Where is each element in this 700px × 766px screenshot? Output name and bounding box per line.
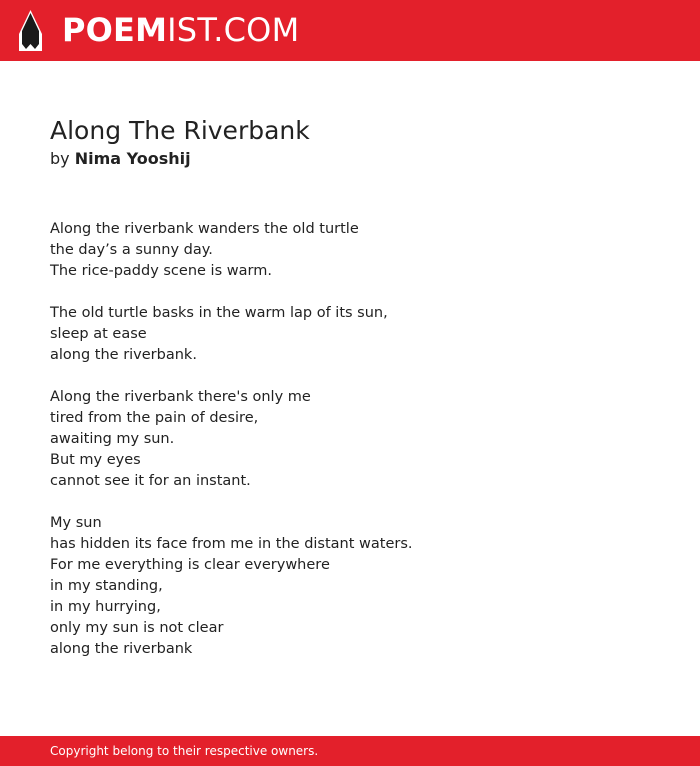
- copyright-notice: Copyright belong to their respective owners.: [50, 744, 319, 758]
- poem-line: along the riverbank: [50, 641, 193, 657]
- site-logo[interactable]: [62, 12, 299, 48]
- stanza: [50, 387, 670, 492]
- poem-line: sleep at ease: [50, 326, 147, 342]
- brand-light: IST.COM: [167, 11, 300, 49]
- poem-line: only my sun is not clear: [50, 620, 224, 636]
- brand-bold: POEM: [62, 11, 168, 49]
- site-header: [0, 0, 700, 61]
- poem-line: For me everything is clear everywhere: [50, 557, 330, 573]
- pencil-icon[interactable]: [18, 10, 43, 51]
- stanza: [50, 219, 670, 282]
- author-name[interactable]: Nima Yooshij: [74, 149, 191, 168]
- poem-line: the day’s a sunny day.: [50, 242, 213, 258]
- stanza: [50, 513, 670, 660]
- poem-line: in my standing,: [50, 578, 163, 594]
- poem-line: But my eyes: [50, 452, 141, 468]
- poem-body: [50, 219, 670, 681]
- poem-title: Along The Riverbank: [50, 116, 310, 145]
- poem-line: My sun: [50, 515, 102, 531]
- poem-line: The rice-paddy scene is warm.: [50, 263, 272, 279]
- poem-line: tired from the pain of desire,: [50, 410, 259, 426]
- poem-line: Along the riverbank wanders the old turtle: [50, 221, 359, 237]
- stanza: [50, 303, 670, 366]
- poem-line: along the riverbank.: [50, 347, 197, 363]
- poem-line: awaiting my sun.: [50, 431, 175, 447]
- site-footer: [0, 736, 700, 766]
- by-label: by: [50, 149, 70, 168]
- poem-line: Along the riverbank there's only me: [50, 389, 311, 405]
- poem-line: The old turtle basks in the warm lap of its sun,: [50, 305, 388, 321]
- poem-line: in my hurrying,: [50, 599, 161, 615]
- poem-line: has hidden its face from me in the distant waters.: [50, 536, 413, 552]
- byline: [50, 149, 191, 169]
- poem-line: cannot see it for an instant.: [50, 473, 251, 489]
